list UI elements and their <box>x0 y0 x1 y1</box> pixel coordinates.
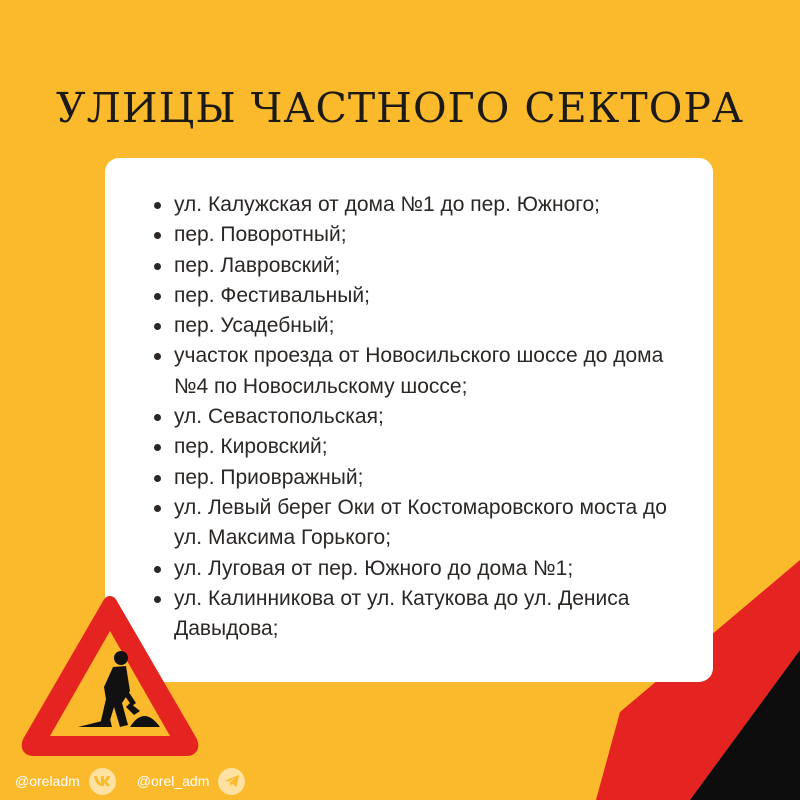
list-item: ул. Калужская от дома №1 до пер. Южного; <box>154 190 694 220</box>
list-item: ул. Калинникова от ул. Катукова до ул. Дениса Давыдова; <box>154 584 694 645</box>
telegram-handle: @orel_adm <box>136 773 210 789</box>
social-footer <box>15 766 245 796</box>
list-item: пер. Лавровский; <box>154 251 694 281</box>
list-item: участок проезда от Новосильского шоссе до дома №4 по Новосильскому шоссе; <box>154 341 694 402</box>
list-item: пер. Кировский; <box>154 432 694 462</box>
list-item: ул. Левый берег Оки от Костомаровского моста до ул. Максима Горького; <box>154 493 694 554</box>
road-works-sign-icon <box>18 591 202 759</box>
page-title: УЛИЦЫ ЧАСТНОГО СЕКТОРА <box>56 84 744 132</box>
list-item: пер. Фестивальный; <box>154 281 694 311</box>
list-item: пер. Поворотный; <box>154 220 694 250</box>
vk-handle: @oreladm <box>15 773 80 789</box>
list-item: ул. Луговая от пер. Южного до дома №1; <box>154 554 694 584</box>
list-item: ул. Севастопольская; <box>154 402 694 432</box>
vk-icon[interactable] <box>89 768 116 795</box>
streets-list <box>154 190 694 644</box>
telegram-icon[interactable] <box>218 768 245 795</box>
list-item: пер. Приовражный; <box>154 463 694 493</box>
list-item: пер. Усадебный; <box>154 311 694 341</box>
